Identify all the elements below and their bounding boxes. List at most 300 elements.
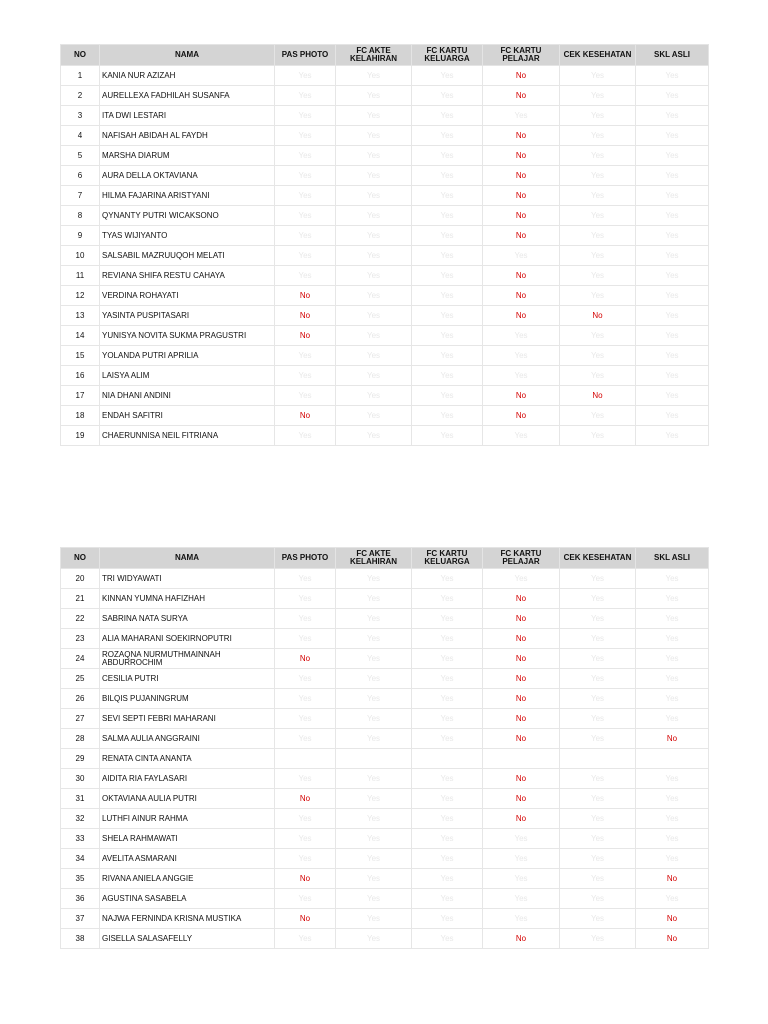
status-skl-asli: Yes — [636, 406, 709, 426]
status-cek-kesehatan: Yes — [560, 366, 636, 386]
status-fc-kartu-keluarga: Yes — [412, 386, 483, 406]
status-skl-asli: Yes — [636, 426, 709, 446]
status-fc-akte-kelahiran: Yes — [336, 366, 412, 386]
status-fc-akte-kelahiran: Yes — [336, 809, 412, 829]
status-skl-asli: No — [636, 729, 709, 749]
table-row — [61, 589, 709, 609]
table-row — [61, 126, 709, 146]
status-pas-photo: Yes — [275, 889, 336, 909]
table-row — [61, 326, 709, 346]
status-skl-asli: No — [636, 929, 709, 949]
status-fc-kartu-keluarga: Yes — [412, 406, 483, 426]
row-number: 14 — [61, 326, 100, 346]
status-fc-kartu-keluarga: Yes — [412, 326, 483, 346]
status-pas-photo: No — [275, 649, 336, 669]
status-skl-asli: Yes — [636, 266, 709, 286]
student-name: TYAS WIJIYANTO — [100, 226, 275, 246]
student-name: AVELITA ASMARANI — [100, 849, 275, 869]
table-row — [61, 829, 709, 849]
status-cek-kesehatan: Yes — [560, 406, 636, 426]
student-name: NIA DHANI ANDINI — [100, 386, 275, 406]
status-fc-kartu-keluarga: Yes — [412, 66, 483, 86]
status-fc-akte-kelahiran: Yes — [336, 929, 412, 949]
status-cek-kesehatan: Yes — [560, 569, 636, 589]
status-fc-kartu-keluarga: Yes — [412, 709, 483, 729]
status-fc-akte-kelahiran: Yes — [336, 609, 412, 629]
row-number: 19 — [61, 426, 100, 446]
student-name: RIVANA ANIELA ANGGIE — [100, 869, 275, 889]
header-cek-kesehatan: CEK KESEHATAN — [560, 548, 636, 569]
status-fc-kartu-keluarga: Yes — [412, 629, 483, 649]
table-row — [61, 106, 709, 126]
status-fc-akte-kelahiran: Yes — [336, 206, 412, 226]
status-pas-photo: No — [275, 869, 336, 889]
status-skl-asli: Yes — [636, 849, 709, 869]
status-fc-kartu-keluarga: Yes — [412, 106, 483, 126]
status-fc-kartu-keluarga: Yes — [412, 929, 483, 949]
status-skl-asli: Yes — [636, 689, 709, 709]
status-fc-kartu-pelajar: Yes — [483, 909, 560, 929]
status-cek-kesehatan: Yes — [560, 589, 636, 609]
status-cek-kesehatan: Yes — [560, 909, 636, 929]
status-fc-akte-kelahiran: Yes — [336, 386, 412, 406]
status-pas-photo: Yes — [275, 346, 336, 366]
status-fc-kartu-pelajar: No — [483, 669, 560, 689]
row-number: 7 — [61, 186, 100, 206]
table-row — [61, 649, 709, 669]
status-fc-akte-kelahiran: Yes — [336, 909, 412, 929]
status-pas-photo: Yes — [275, 266, 336, 286]
status-fc-akte-kelahiran: Yes — [336, 286, 412, 306]
row-number: 28 — [61, 729, 100, 749]
student-name: ITA DWI LESTARI — [100, 106, 275, 126]
row-number: 3 — [61, 106, 100, 126]
status-cek-kesehatan: Yes — [560, 206, 636, 226]
status-fc-kartu-pelajar — [483, 749, 560, 769]
row-number: 22 — [61, 609, 100, 629]
status-fc-kartu-pelajar: No — [483, 166, 560, 186]
status-skl-asli: Yes — [636, 589, 709, 609]
status-pas-photo: No — [275, 326, 336, 346]
status-fc-akte-kelahiran: Yes — [336, 306, 412, 326]
status-fc-kartu-pelajar: No — [483, 649, 560, 669]
status-fc-kartu-keluarga: Yes — [412, 909, 483, 929]
status-skl-asli: Yes — [636, 206, 709, 226]
status-fc-akte-kelahiran: Yes — [336, 629, 412, 649]
table-row — [61, 749, 709, 769]
student-name: QYNANTY PUTRI WICAKSONO — [100, 206, 275, 226]
row-number: 29 — [61, 749, 100, 769]
status-skl-asli: Yes — [636, 386, 709, 406]
table-row — [61, 426, 709, 446]
status-skl-asli: Yes — [636, 86, 709, 106]
table-row — [61, 689, 709, 709]
status-fc-kartu-keluarga: Yes — [412, 849, 483, 869]
student-name: LUTHFI AINUR RAHMA — [100, 809, 275, 829]
status-skl-asli: Yes — [636, 146, 709, 166]
status-pas-photo: Yes — [275, 126, 336, 146]
status-fc-akte-kelahiran: Yes — [336, 426, 412, 446]
status-pas-photo: No — [275, 406, 336, 426]
row-number: 38 — [61, 929, 100, 949]
row-number: 20 — [61, 569, 100, 589]
status-fc-kartu-keluarga: Yes — [412, 589, 483, 609]
row-number: 13 — [61, 306, 100, 326]
status-pas-photo: Yes — [275, 629, 336, 649]
status-fc-akte-kelahiran: Yes — [336, 589, 412, 609]
status-fc-kartu-keluarga: Yes — [412, 426, 483, 446]
student-name: SEVI SEPTI FEBRI MAHARANI — [100, 709, 275, 729]
student-name: HILMA FAJARINA ARISTYANI — [100, 186, 275, 206]
status-pas-photo: Yes — [275, 366, 336, 386]
status-cek-kesehatan — [560, 749, 636, 769]
status-fc-akte-kelahiran: Yes — [336, 669, 412, 689]
status-fc-kartu-pelajar: No — [483, 146, 560, 166]
status-cek-kesehatan: Yes — [560, 346, 636, 366]
table-row — [61, 406, 709, 426]
status-cek-kesehatan: Yes — [560, 246, 636, 266]
status-fc-kartu-keluarga: Yes — [412, 306, 483, 326]
status-fc-kartu-pelajar: No — [483, 789, 560, 809]
status-cek-kesehatan: Yes — [560, 286, 636, 306]
status-pas-photo: Yes — [275, 609, 336, 629]
status-fc-kartu-keluarga — [412, 749, 483, 769]
status-fc-kartu-pelajar: Yes — [483, 346, 560, 366]
status-fc-akte-kelahiran: Yes — [336, 226, 412, 246]
row-number: 1 — [61, 66, 100, 86]
header-row — [61, 45, 709, 66]
row-number: 30 — [61, 769, 100, 789]
status-fc-kartu-keluarga: Yes — [412, 206, 483, 226]
header-cek-kesehatan: CEK KESEHATAN — [560, 45, 636, 66]
status-pas-photo: Yes — [275, 166, 336, 186]
status-skl-asli: No — [636, 869, 709, 889]
status-pas-photo: Yes — [275, 709, 336, 729]
student-name: YUNISYA NOVITA SUKMA PRAGUSTRI — [100, 326, 275, 346]
status-cek-kesehatan: Yes — [560, 629, 636, 649]
status-pas-photo: Yes — [275, 106, 336, 126]
status-pas-photo: No — [275, 286, 336, 306]
student-name: TRI WIDYAWATI — [100, 569, 275, 589]
status-fc-akte-kelahiran: Yes — [336, 66, 412, 86]
student-name: AIDITA RIA FAYLASARI — [100, 769, 275, 789]
status-fc-akte-kelahiran: Yes — [336, 86, 412, 106]
status-fc-kartu-keluarga: Yes — [412, 346, 483, 366]
table-row — [61, 366, 709, 386]
student-name: AGUSTINA SASABELA — [100, 889, 275, 909]
table-row — [61, 669, 709, 689]
status-cek-kesehatan: Yes — [560, 669, 636, 689]
row-number: 24 — [61, 649, 100, 669]
status-fc-kartu-keluarga: Yes — [412, 166, 483, 186]
status-fc-akte-kelahiran: Yes — [336, 829, 412, 849]
status-fc-kartu-keluarga: Yes — [412, 769, 483, 789]
status-fc-akte-kelahiran: Yes — [336, 406, 412, 426]
status-pas-photo: Yes — [275, 849, 336, 869]
student-name: OKTAVIANA AULIA PUTRI — [100, 789, 275, 809]
row-number: 4 — [61, 126, 100, 146]
student-name: GISELLA SALASAFELLY — [100, 929, 275, 949]
status-cek-kesehatan: Yes — [560, 649, 636, 669]
status-fc-kartu-keluarga: Yes — [412, 186, 483, 206]
status-cek-kesehatan: Yes — [560, 266, 636, 286]
status-fc-akte-kelahiran: Yes — [336, 689, 412, 709]
row-number: 26 — [61, 689, 100, 709]
table-row — [61, 929, 709, 949]
student-name: YOLANDA PUTRI APRILIA — [100, 346, 275, 366]
status-skl-asli: Yes — [636, 366, 709, 386]
status-pas-photo: Yes — [275, 689, 336, 709]
status-pas-photo: Yes — [275, 146, 336, 166]
student-name: YASINTA PUSPITASARI — [100, 306, 275, 326]
status-fc-kartu-keluarga: Yes — [412, 649, 483, 669]
status-fc-kartu-keluarga: Yes — [412, 609, 483, 629]
status-cek-kesehatan: Yes — [560, 829, 636, 849]
table-row — [61, 789, 709, 809]
row-number: 9 — [61, 226, 100, 246]
row-number: 16 — [61, 366, 100, 386]
status-fc-akte-kelahiran: Yes — [336, 569, 412, 589]
status-fc-kartu-pelajar: Yes — [483, 426, 560, 446]
row-number: 23 — [61, 629, 100, 649]
status-cek-kesehatan: Yes — [560, 809, 636, 829]
header-fc-kartu-keluarga: FC KARTU KELUARGA — [412, 548, 483, 569]
table-row — [61, 146, 709, 166]
status-skl-asli: Yes — [636, 286, 709, 306]
table-row — [61, 809, 709, 829]
status-fc-akte-kelahiran: Yes — [336, 769, 412, 789]
status-fc-kartu-pelajar: No — [483, 66, 560, 86]
status-fc-kartu-pelajar: No — [483, 306, 560, 326]
header-pas-photo: PAS PHOTO — [275, 45, 336, 66]
header-no: NO — [61, 45, 100, 66]
status-fc-kartu-pelajar: No — [483, 609, 560, 629]
status-fc-kartu-pelajar: No — [483, 206, 560, 226]
student-name: LAISYA ALIM — [100, 366, 275, 386]
status-skl-asli: Yes — [636, 186, 709, 206]
student-name: NAFISAH ABIDAH AL FAYDH — [100, 126, 275, 146]
status-fc-akte-kelahiran: Yes — [336, 789, 412, 809]
status-cek-kesehatan: Yes — [560, 326, 636, 346]
status-cek-kesehatan: No — [560, 306, 636, 326]
student-name: AURELLEXA FADHILAH SUSANFA — [100, 86, 275, 106]
status-skl-asli: Yes — [636, 166, 709, 186]
status-fc-kartu-keluarga: Yes — [412, 829, 483, 849]
table-row — [61, 629, 709, 649]
row-number: 31 — [61, 789, 100, 809]
status-fc-akte-kelahiran: Yes — [336, 106, 412, 126]
status-fc-kartu-pelajar: Yes — [483, 326, 560, 346]
status-fc-kartu-pelajar: No — [483, 709, 560, 729]
status-fc-kartu-keluarga: Yes — [412, 266, 483, 286]
student-name: SALMA AULIA ANGGRAINI — [100, 729, 275, 749]
status-fc-akte-kelahiran: Yes — [336, 346, 412, 366]
status-fc-kartu-keluarga: Yes — [412, 889, 483, 909]
row-number: 37 — [61, 909, 100, 929]
status-cek-kesehatan: Yes — [560, 729, 636, 749]
table-row — [61, 346, 709, 366]
table-row — [61, 729, 709, 749]
status-pas-photo: Yes — [275, 226, 336, 246]
status-cek-kesehatan: Yes — [560, 769, 636, 789]
status-skl-asli — [636, 749, 709, 769]
status-fc-kartu-pelajar: No — [483, 266, 560, 286]
status-pas-photo: Yes — [275, 729, 336, 749]
status-fc-kartu-pelajar: No — [483, 629, 560, 649]
header-no: NO — [61, 548, 100, 569]
status-pas-photo: Yes — [275, 929, 336, 949]
header-skl-asli: SKL ASLI — [636, 45, 709, 66]
status-fc-akte-kelahiran: Yes — [336, 709, 412, 729]
table-row — [61, 849, 709, 869]
status-skl-asli: Yes — [636, 709, 709, 729]
status-fc-akte-kelahiran: Yes — [336, 326, 412, 346]
student-name: SABRINA NATA SURYA — [100, 609, 275, 629]
status-fc-kartu-keluarga: Yes — [412, 689, 483, 709]
table-row — [61, 286, 709, 306]
status-fc-akte-kelahiran: Yes — [336, 869, 412, 889]
status-cek-kesehatan: No — [560, 386, 636, 406]
status-fc-kartu-keluarga: Yes — [412, 126, 483, 146]
student-name: SHELA RAHMAWATI — [100, 829, 275, 849]
header-fc-kartu-pelajar: FC KARTU PELAJAR — [483, 45, 560, 66]
status-pas-photo: Yes — [275, 569, 336, 589]
status-fc-kartu-keluarga: Yes — [412, 569, 483, 589]
status-fc-kartu-pelajar: Yes — [483, 569, 560, 589]
header-fc-kartu-pelajar: FC KARTU PELAJAR — [483, 548, 560, 569]
student-name: KINNAN YUMNA HAFIZHAH — [100, 589, 275, 609]
status-cek-kesehatan: Yes — [560, 106, 636, 126]
student-name: MARSHA DIARUM — [100, 146, 275, 166]
table-row — [61, 569, 709, 589]
status-fc-kartu-pelajar: Yes — [483, 366, 560, 386]
status-fc-kartu-pelajar: No — [483, 86, 560, 106]
status-pas-photo: Yes — [275, 186, 336, 206]
student-name: AURA DELLA OKTAVIANA — [100, 166, 275, 186]
row-number: 8 — [61, 206, 100, 226]
status-cek-kesehatan: Yes — [560, 709, 636, 729]
status-fc-akte-kelahiran: Yes — [336, 246, 412, 266]
table-row — [61, 226, 709, 246]
status-cek-kesehatan: Yes — [560, 789, 636, 809]
status-fc-kartu-keluarga: Yes — [412, 669, 483, 689]
row-number: 27 — [61, 709, 100, 729]
row-number: 2 — [61, 86, 100, 106]
status-fc-akte-kelahiran: Yes — [336, 166, 412, 186]
table-row — [61, 889, 709, 909]
student-name: CESILIA PUTRI — [100, 669, 275, 689]
row-number: 25 — [61, 669, 100, 689]
status-skl-asli: Yes — [636, 246, 709, 266]
document-table-1 — [60, 44, 709, 446]
row-number: 18 — [61, 406, 100, 426]
status-cek-kesehatan: Yes — [560, 689, 636, 709]
status-fc-kartu-keluarga: Yes — [412, 246, 483, 266]
status-skl-asli: Yes — [636, 789, 709, 809]
status-skl-asli: Yes — [636, 306, 709, 326]
table-row — [61, 769, 709, 789]
status-fc-akte-kelahiran: Yes — [336, 146, 412, 166]
header-fc-akte-kelahiran: FC AKTE KELAHIRAN — [336, 548, 412, 569]
header-pas-photo: PAS PHOTO — [275, 548, 336, 569]
table-row — [61, 86, 709, 106]
table-header — [61, 45, 709, 66]
student-name: REVIANA SHIFA RESTU CAHAYA — [100, 266, 275, 286]
status-cek-kesehatan: Yes — [560, 889, 636, 909]
table-row — [61, 306, 709, 326]
status-fc-kartu-pelajar: No — [483, 186, 560, 206]
status-pas-photo: Yes — [275, 426, 336, 446]
status-cek-kesehatan: Yes — [560, 849, 636, 869]
row-number: 11 — [61, 266, 100, 286]
header-fc-kartu-keluarga: FC KARTU KELUARGA — [412, 45, 483, 66]
status-cek-kesehatan: Yes — [560, 166, 636, 186]
status-cek-kesehatan: Yes — [560, 86, 636, 106]
status-skl-asli: Yes — [636, 649, 709, 669]
status-pas-photo: Yes — [275, 829, 336, 849]
status-fc-kartu-pelajar: No — [483, 589, 560, 609]
table-body — [61, 569, 709, 949]
status-fc-kartu-pelajar: Yes — [483, 829, 560, 849]
table-row — [61, 709, 709, 729]
row-number: 34 — [61, 849, 100, 869]
status-cek-kesehatan: Yes — [560, 426, 636, 446]
table-row — [61, 266, 709, 286]
status-pas-photo: No — [275, 789, 336, 809]
status-pas-photo: Yes — [275, 86, 336, 106]
status-skl-asli: Yes — [636, 126, 709, 146]
status-fc-kartu-keluarga: Yes — [412, 366, 483, 386]
table-row — [61, 869, 709, 889]
student-name: VERDINA ROHAYATI — [100, 286, 275, 306]
row-number: 6 — [61, 166, 100, 186]
header-nama: NAMA — [100, 548, 275, 569]
row-number: 10 — [61, 246, 100, 266]
row-number: 12 — [61, 286, 100, 306]
status-fc-akte-kelahiran: Yes — [336, 729, 412, 749]
status-fc-kartu-keluarga: Yes — [412, 789, 483, 809]
student-name: ALIA MAHARANI SOEKIRNOPUTRI — [100, 629, 275, 649]
status-fc-akte-kelahiran: Yes — [336, 186, 412, 206]
student-name: ENDAH SAFITRI — [100, 406, 275, 426]
status-fc-kartu-keluarga: Yes — [412, 809, 483, 829]
row-number: 32 — [61, 809, 100, 829]
status-cek-kesehatan: Yes — [560, 869, 636, 889]
status-skl-asli: Yes — [636, 769, 709, 789]
status-fc-kartu-pelajar: No — [483, 929, 560, 949]
status-cek-kesehatan: Yes — [560, 146, 636, 166]
status-skl-asli: Yes — [636, 326, 709, 346]
status-cek-kesehatan: Yes — [560, 186, 636, 206]
status-pas-photo: Yes — [275, 669, 336, 689]
status-fc-kartu-keluarga: Yes — [412, 286, 483, 306]
status-fc-akte-kelahiran: Yes — [336, 889, 412, 909]
status-pas-photo: Yes — [275, 246, 336, 266]
student-name: SALSABIL MAZRUUQOH MELATI — [100, 246, 275, 266]
status-skl-asli: Yes — [636, 226, 709, 246]
status-fc-kartu-pelajar: No — [483, 769, 560, 789]
status-fc-kartu-pelajar: Yes — [483, 869, 560, 889]
status-pas-photo — [275, 749, 336, 769]
status-skl-asli: Yes — [636, 106, 709, 126]
status-fc-kartu-pelajar: No — [483, 126, 560, 146]
table-body — [61, 66, 709, 446]
table-row — [61, 386, 709, 406]
table-row — [61, 206, 709, 226]
status-fc-kartu-keluarga: Yes — [412, 86, 483, 106]
header-nama: NAMA — [100, 45, 275, 66]
status-pas-photo: No — [275, 909, 336, 929]
